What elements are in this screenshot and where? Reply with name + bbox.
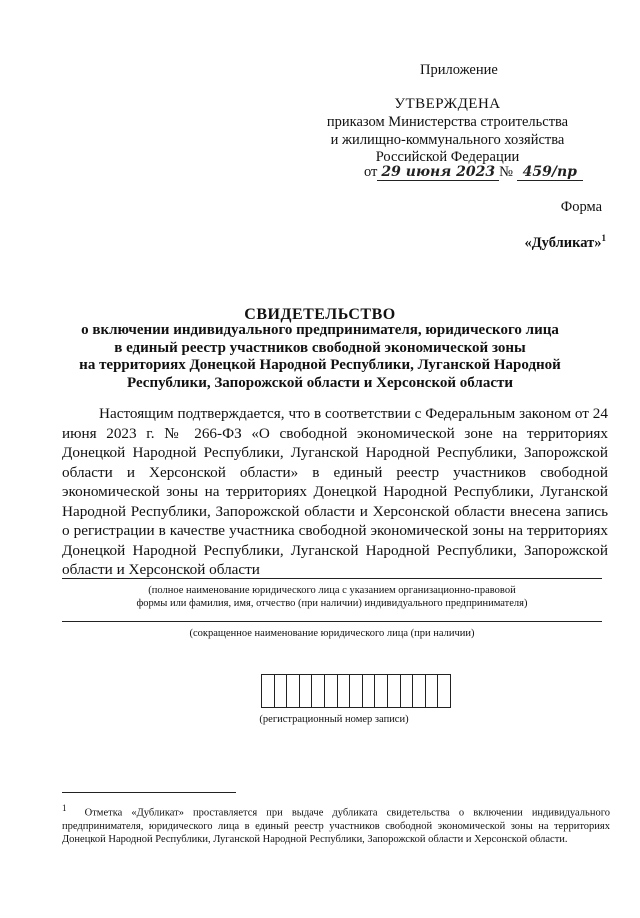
title-line-2: в единый реестр участников свободной экономической зоны — [114, 340, 526, 356]
number-prefix: № — [499, 164, 513, 180]
title-line-1: о включении индивидуального предпринимателя, юридического лица — [81, 322, 559, 338]
body-text: Настоящим подтверждается, что в соответствии с Федеральным законом от 24 июня 2023 г. № 266-ФЗ «О свободной экономической зоне на территориях Донецкой Народной Республики, Луганской Народной Республики, Запорожской области и Херсонской области» в единый реестр участников свободной экономической зоны на территориях Донецкой Народной Республики, Луганской Народной Республики, Запорожской области и Херсонской области внесена запись о регистрации в качестве участника свободной экономической зоны на территориях Донецкой Народной Республики, Луганской Народной Республики, Запорожской области и Херсонской области — [62, 405, 608, 578]
order-line-2: и жилищно-коммунального хозяйства — [330, 132, 565, 148]
reg-cell — [387, 674, 401, 708]
document-title: СВИДЕТЕЛЬСТВО — [244, 306, 396, 323]
title-line-4: Республики, Запорожской области и Херсонской области — [126, 375, 513, 391]
full-name-caption-2: формы или фамилия, имя, отчество (при наличии) индивидуального предпринимателя) — [136, 598, 528, 609]
approved-stamp-label: УТВЕРЖДЕНА — [394, 96, 501, 112]
reg-cell — [349, 674, 363, 708]
reg-cell — [261, 674, 275, 708]
reg-cell — [286, 674, 300, 708]
footnote-marker: 1 — [62, 803, 67, 813]
reg-cell — [299, 674, 313, 708]
order-line-3: Российской Федерации — [375, 149, 520, 165]
short-name-line — [62, 621, 602, 622]
body-paragraph — [62, 404, 608, 580]
handwritten-date: 29 июня 2023 — [377, 164, 499, 181]
duplicate-mark — [524, 233, 606, 252]
reg-cell — [425, 674, 439, 708]
reg-cell — [324, 674, 338, 708]
short-name-caption: (сокращенное наименование юридического лица (при наличии) — [189, 628, 475, 639]
reg-cell — [437, 674, 451, 708]
duplicate-footnote-ref: 1 — [601, 233, 606, 243]
footnote-body — [62, 802, 610, 846]
footnote — [62, 802, 610, 846]
handwritten-number: 459/пр — [517, 164, 583, 181]
reg-cell — [412, 674, 426, 708]
footnote-text: Отметка «Дубликат» проставляется при выдаче дубликата свидетельства о включении индивидуального предпринимателя, юридического лица в единый реестр участников свободной экономической зоны на территориях Донецкой Народной Республики, Луганской Народной Республики, Запорожской области и Херсонской области. — [62, 807, 610, 845]
full-name-line — [62, 578, 602, 579]
date-prefix: от — [364, 164, 378, 180]
reg-cell — [400, 674, 414, 708]
reg-cell — [274, 674, 288, 708]
order-line-1: приказом Министерства строительства — [326, 114, 569, 130]
title-line-3: на территориях Донецкой Народной Республики, Луганской Народной — [79, 357, 561, 373]
order-date-number — [364, 164, 583, 181]
reg-cell — [362, 674, 376, 708]
appendix-label: Приложение — [420, 62, 498, 78]
duplicate-mark-text: «Дубликат» — [524, 234, 602, 251]
full-name-caption-1: (полное наименование юридического лица с указанием организационно-правовой — [148, 585, 516, 596]
registration-number-cells — [262, 674, 451, 708]
reg-cell — [337, 674, 351, 708]
form-label: Форма — [560, 199, 602, 215]
reg-number-caption: (регистрационный номер записи) — [259, 714, 409, 725]
reg-cell — [374, 674, 388, 708]
reg-cell — [311, 674, 325, 708]
footnote-separator — [62, 792, 236, 793]
